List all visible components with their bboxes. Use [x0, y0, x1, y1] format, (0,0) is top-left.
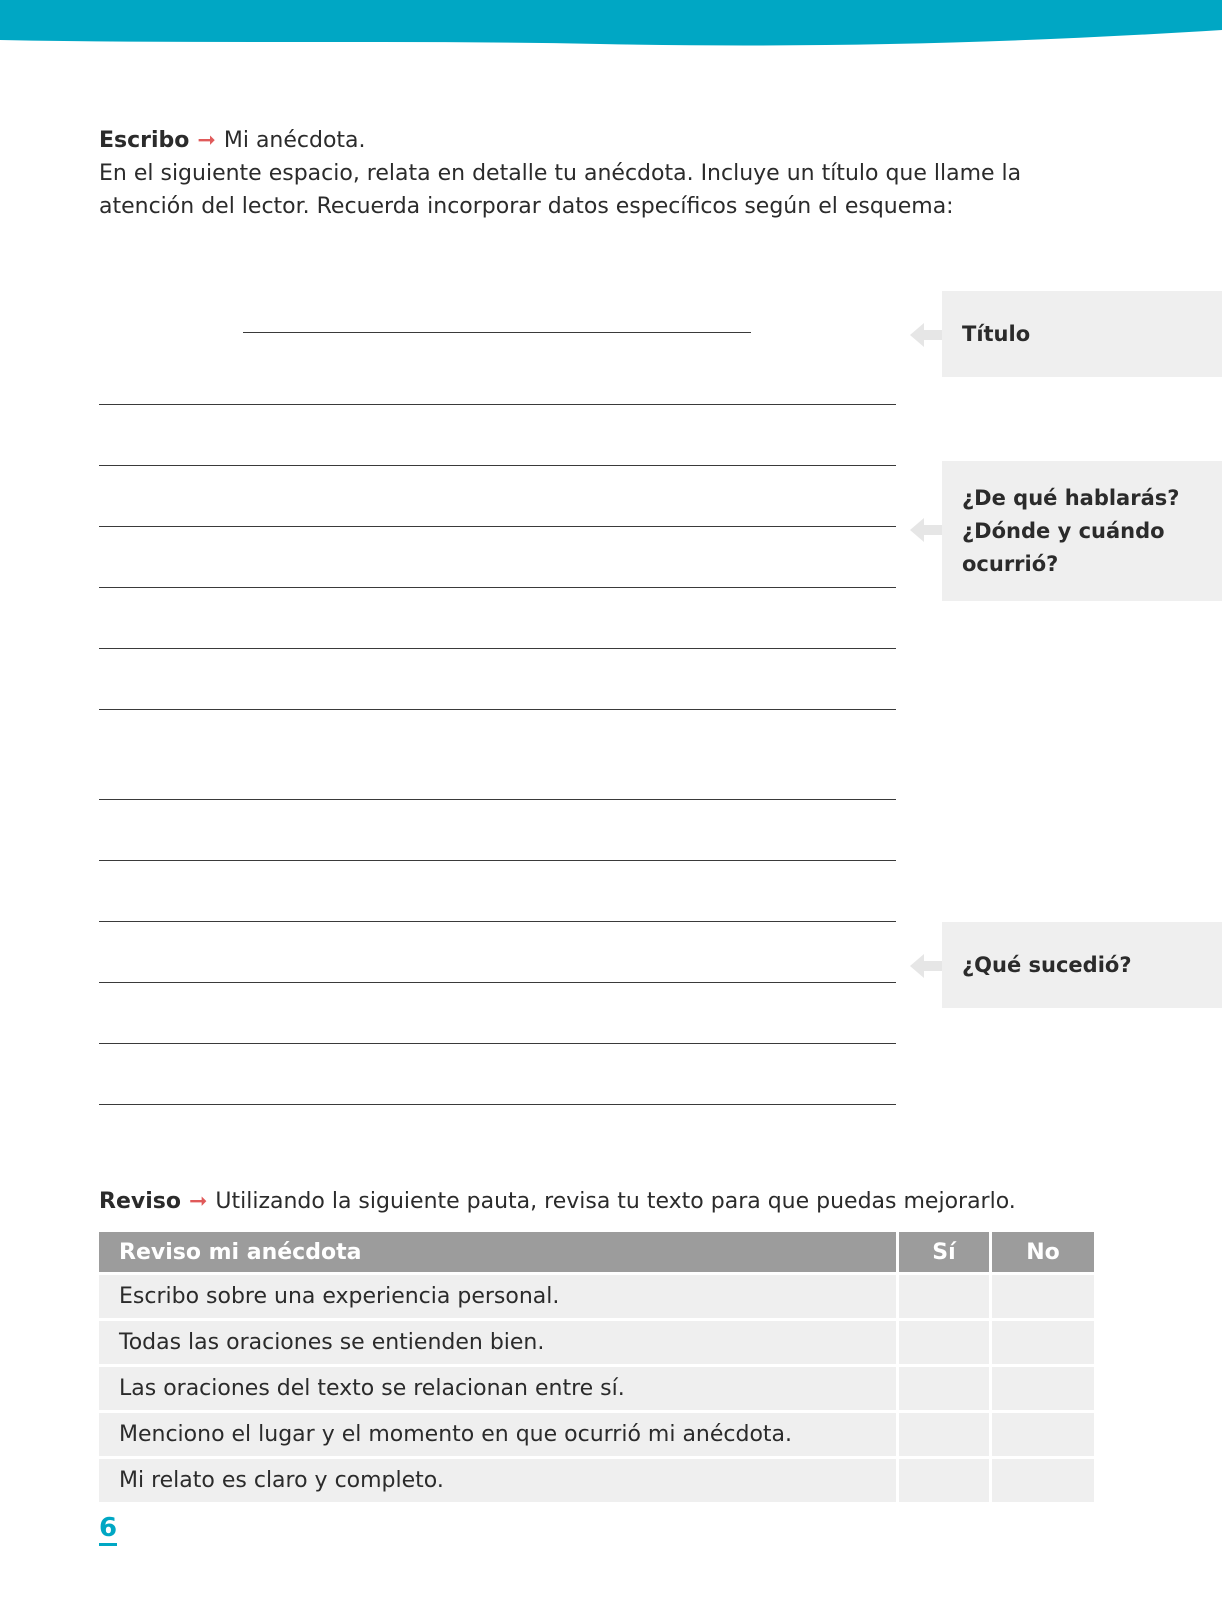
arrow-icon: ➞ — [197, 128, 216, 153]
table-row — [99, 1367, 1097, 1413]
review-intro — [99, 1187, 1016, 1217]
no-checkbox-cell[interactable] — [992, 1321, 1097, 1367]
hint-label: ¿De qué hablarás? ¿Dónde y cuándo ocurrió? — [962, 485, 1180, 576]
yes-checkbox-cell[interactable] — [899, 1275, 992, 1321]
no-checkbox-cell[interactable] — [992, 1459, 1097, 1505]
writing-line[interactable] — [99, 648, 896, 649]
table-header-row — [99, 1232, 1097, 1275]
review-instructions: Utilizando la siguiente pauta, revisa tu texto para que puedas mejorarlo. — [215, 1189, 1016, 1214]
top-wave-decoration — [0, 0, 1222, 60]
writing-line[interactable] — [99, 982, 896, 983]
writing-line[interactable] — [99, 860, 896, 861]
header-no: No — [992, 1232, 1097, 1275]
yes-checkbox-cell[interactable] — [899, 1321, 992, 1367]
writing-line[interactable] — [99, 1104, 896, 1105]
criteria-cell: Mi relato es claro y completo. — [99, 1459, 899, 1505]
left-arrow-icon — [910, 952, 942, 980]
writing-line[interactable] — [99, 404, 896, 405]
section-lead-escribo: Escribo — [99, 128, 190, 153]
hint-box-what-happened — [942, 922, 1222, 1008]
intro-section — [99, 124, 1059, 223]
left-arrow-icon — [910, 516, 942, 544]
yes-checkbox-cell[interactable] — [899, 1413, 992, 1459]
criteria-cell: Las oraciones del texto se relacionan entre sí. — [99, 1367, 899, 1413]
instructions-text: En el siguiente espacio, relata en detalle tu anécdota. Incluye un título que llame la atención del lector. Recuerda incorporar datos específicos según el esquema: — [99, 161, 1022, 219]
no-checkbox-cell[interactable] — [992, 1367, 1097, 1413]
hint-label: Título — [962, 321, 1031, 346]
table-row — [99, 1459, 1097, 1505]
header-criteria: Reviso mi anécdota — [99, 1232, 899, 1275]
criteria-cell: Todas las oraciones se entienden bien. — [99, 1321, 899, 1367]
table-row — [99, 1275, 1097, 1321]
hint-box-where-when — [942, 461, 1222, 601]
table-row — [99, 1321, 1097, 1367]
review-rubric-table — [99, 1232, 1097, 1505]
criteria-cell: Escribo sobre una experiencia personal. — [99, 1275, 899, 1321]
writing-line[interactable] — [99, 526, 896, 527]
arrow-icon: ➞ — [188, 1189, 208, 1214]
hint-label: ¿Qué sucedió? — [962, 952, 1132, 977]
yes-checkbox-cell[interactable] — [899, 1459, 992, 1505]
criteria-cell: Menciono el lugar y el momento en que ocurrió mi anécdota. — [99, 1413, 899, 1459]
left-arrow-icon — [910, 321, 942, 349]
section-title: Mi anécdota. — [223, 128, 366, 153]
title-writing-line[interactable] — [243, 332, 751, 333]
writing-line[interactable] — [99, 799, 896, 800]
yes-checkbox-cell[interactable] — [899, 1367, 992, 1413]
table-row — [99, 1413, 1097, 1459]
writing-line[interactable] — [99, 709, 896, 710]
writing-line[interactable] — [99, 465, 896, 466]
section-lead-reviso: Reviso — [99, 1189, 181, 1214]
writing-line[interactable] — [99, 921, 896, 922]
no-checkbox-cell[interactable] — [992, 1413, 1097, 1459]
writing-line[interactable] — [99, 587, 896, 588]
page-number: 6 — [99, 1513, 117, 1546]
no-checkbox-cell[interactable] — [992, 1275, 1097, 1321]
header-yes: Sí — [899, 1232, 992, 1275]
hint-box-title — [942, 291, 1222, 377]
writing-line[interactable] — [99, 1043, 896, 1044]
